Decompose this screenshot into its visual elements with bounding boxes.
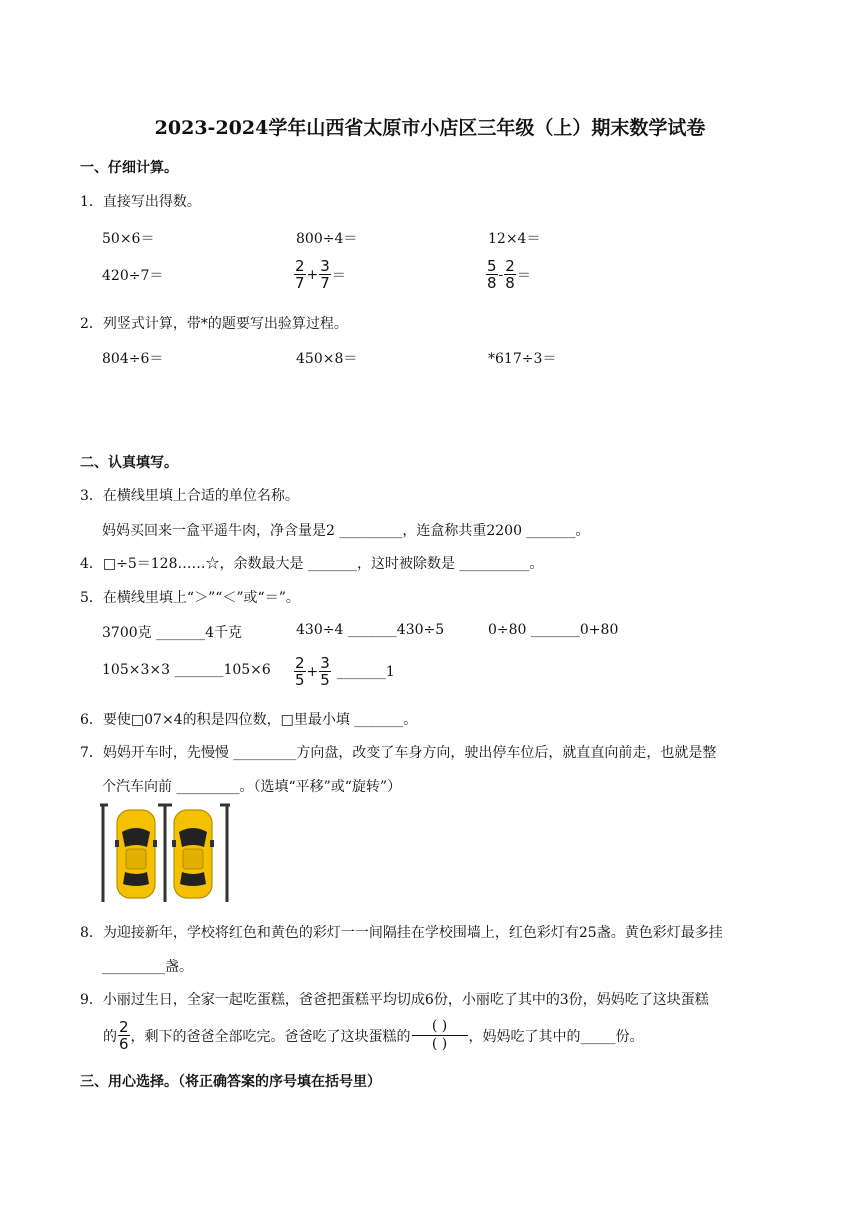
q4-line: 4．□÷5＝128……☆，余数最大是 _______，这时被除数是 __________。 <box>80 556 544 572</box>
fraction: $\frac{2}{5}$ <box>295 654 305 689</box>
q1-item-3: 12×4＝ <box>488 231 541 247</box>
section-2-heading: 二、认真填写。 <box>80 455 178 471</box>
q3-line: 妈妈买回来一盒平遥牛肉，净含量是2 _________，连盒称共重2200 _______。 <box>102 523 590 539</box>
fraction: $\frac{2}{8}$ <box>505 257 515 292</box>
q5-item-4: 105×3×3 _______105×6 <box>102 662 271 678</box>
q5-item-3: 0÷80 _______0+80 <box>488 622 619 638</box>
section-3-heading: 三、用心选择。（将正确答案的序号填在括号里） <box>80 1074 381 1090</box>
q1-item-4: 420÷7＝ <box>102 268 164 284</box>
q2-item-1: 804÷6＝ <box>102 351 164 367</box>
fraction: $\frac{2}{7}$ <box>295 257 305 292</box>
q2-item-2: 450×8＝ <box>296 351 358 367</box>
q5-fraction-expr: $\frac{2}{5}$ + $\frac{3}{5}$ _______1 <box>295 654 395 689</box>
section-1-heading: 一、仔细计算。 <box>80 160 178 176</box>
q7-line-2: 个汽车向前 _________。（选填“平移”或“旋转”） <box>102 779 402 795</box>
q1-item-2: 800÷4＝ <box>296 231 358 247</box>
q7-line-1: 7．妈妈开车时，先慢慢 _________方向盘，改变了车身方向，驶出停车位后，就直直向前走，也就是整 <box>80 745 717 761</box>
q8-line-1: 8．为迎接新年，学校将红色和黄色的彩灯一一间隔挂在学校围墙上，红色彩灯有25盏。黄色彩灯最多挂 <box>80 925 723 941</box>
fraction: $\frac{2}{6}$ <box>119 1018 129 1053</box>
page-title: 2023-2024学年山西省太原市小店区三年级（上）期末数学试卷 <box>154 117 706 139</box>
parking-cars-image <box>100 802 230 904</box>
q5-item-2: 430÷4 _______430÷5 <box>296 622 445 638</box>
q6-line: 6．要使□07×4的积是四位数，□里最小填 _______。 <box>80 712 418 728</box>
fraction: $\frac{3}{5}$ <box>320 654 330 689</box>
q5-item-1: 3700克 _______4千克 <box>102 625 242 641</box>
fraction: $\frac{3}{7}$ <box>320 257 330 292</box>
q2-label: 2．列竖式计算，带*的题要写出验算过程。 <box>80 316 348 332</box>
car-icon <box>172 810 214 898</box>
q5-label: 5．在横线里填上“＞”“＜”或“＝”。 <box>80 590 300 606</box>
fraction: $\frac{5}{8}$ <box>487 257 497 292</box>
car-icon <box>115 810 157 898</box>
q8-line-2: _________盏。 <box>102 959 193 975</box>
q1-label: 1．直接写出得数。 <box>80 194 201 210</box>
q9-line-1: 9．小丽过生日，全家一起吃蛋糕，爸爸把蛋糕平均切成6份，小丽吃了其中的3份，妈妈吃了这块蛋糕 <box>80 992 709 1008</box>
answer-fraction-blank: $\frac{( )}{( )}$ <box>412 1018 468 1053</box>
q1-item-1: 50×6＝ <box>102 231 155 247</box>
q3-label: 3．在横线里填上合适的单位名称。 <box>80 488 299 504</box>
q9-line-2: 的 $\frac{2}{6}$ ，剩下的爸爸全部吃完。爸爸吃了这块蛋糕的 $\frac{( )}{( )}$ ，妈妈吃了其中的_____份。 <box>103 1018 644 1053</box>
q2-item-3: *617÷3＝ <box>488 351 557 367</box>
q1-fraction-expr-1: $\frac{2}{7}$ + $\frac{3}{7}$ ＝ <box>295 257 346 292</box>
q1-fraction-expr-2: $\frac{5}{8}$ - $\frac{2}{8}$ ＝ <box>487 257 531 292</box>
